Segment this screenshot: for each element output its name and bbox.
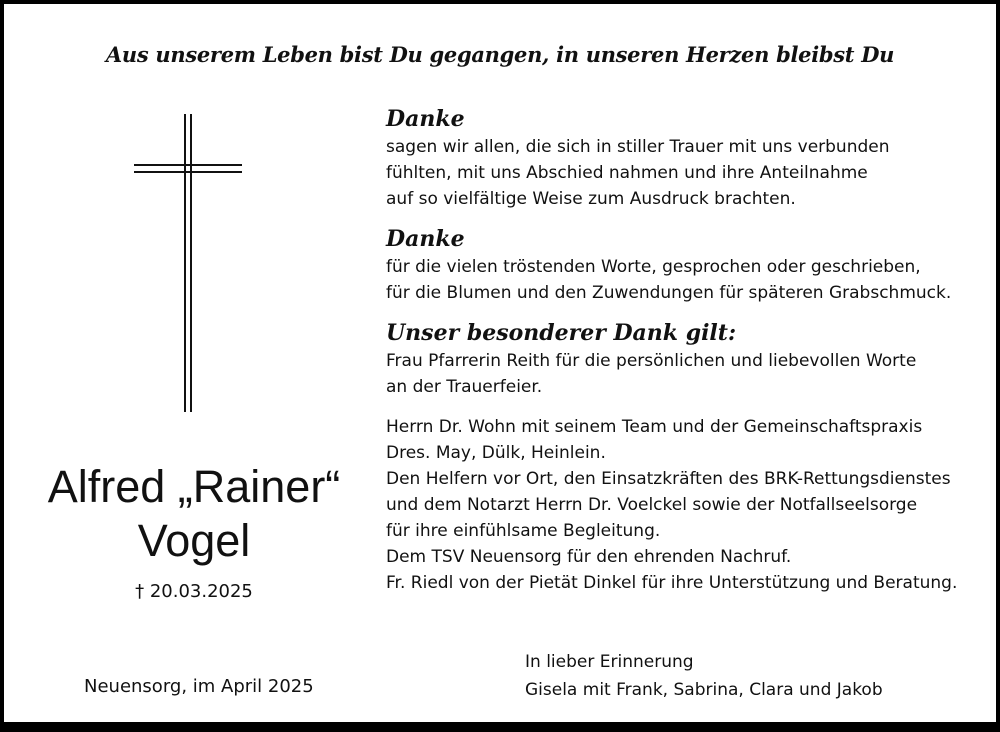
text-line: sagen wir allen, die sich in stiller Trauer mit uns verbunden (386, 137, 890, 157)
text-line: für ihre einfühlsame Begleitung. (386, 521, 661, 541)
thanks-text (386, 104, 986, 596)
text-line: auf so vielfältige Weise zum Ausdruck brachten. (386, 189, 796, 209)
text-line: Den Helfern vor Ort, den Einsatzkräften des BRK-Rettungsdienstes (386, 469, 951, 489)
text-line: Dem TSV Neuensorg für den ehrenden Nachruf. (386, 547, 792, 567)
closing-line1: In lieber Erinnerung (525, 652, 694, 672)
section-thanks-2 (386, 224, 986, 306)
death-date: † 20.03.2025 (135, 581, 253, 602)
text-line: für die vielen tröstenden Worte, gesprochen oder geschrieben, (386, 257, 921, 277)
text-line: und dem Notarzt Herrn Dr. Voelckel sowie der Notfallseelsorge (386, 495, 918, 515)
text-line: für die Blumen und den Zuwendungen für späteren Grabschmuck. (386, 283, 952, 303)
motto: Aus unserem Leben bist Du gegangen, in unseren Herzen bleibst Du (105, 42, 895, 67)
text-line: Frau Pfarrerin Reith für die persönlichen und liebevollen Worte (386, 351, 917, 371)
deceased-name-line1: Alfred „Rainer“ (47, 461, 341, 512)
closing-line2: Gisela mit Frank, Sabrina, Clara und Jakob (525, 680, 883, 700)
section-heading: Danke (386, 106, 465, 132)
text-line: fühlten, mit uns Abschied nahmen und ihre Anteilnahme (386, 163, 868, 183)
obituary-card (4, 4, 996, 722)
text-line: Herrn Dr. Wohn mit seinem Team und der Gemeinschaftspraxis (386, 417, 923, 437)
section-heading: Danke (386, 226, 465, 252)
closing (525, 648, 883, 704)
cross-icon (134, 114, 244, 414)
deceased-name-line2: Vogel (137, 515, 251, 566)
text-line: an der Trauerfeier. (386, 377, 543, 397)
section-special-thanks (386, 318, 986, 596)
deceased-name (4, 460, 384, 568)
section-heading: Unser besonderer Dank gilt: (386, 320, 737, 346)
section-thanks-1 (386, 104, 986, 212)
text-line: Dres. May, Dülk, Heinlein. (386, 443, 606, 463)
text-line: Fr. Riedl von der Pietät Dinkel für ihre Unterstützung und Beratung. (386, 573, 958, 593)
place-date: Neuensorg, im April 2025 (84, 676, 314, 697)
